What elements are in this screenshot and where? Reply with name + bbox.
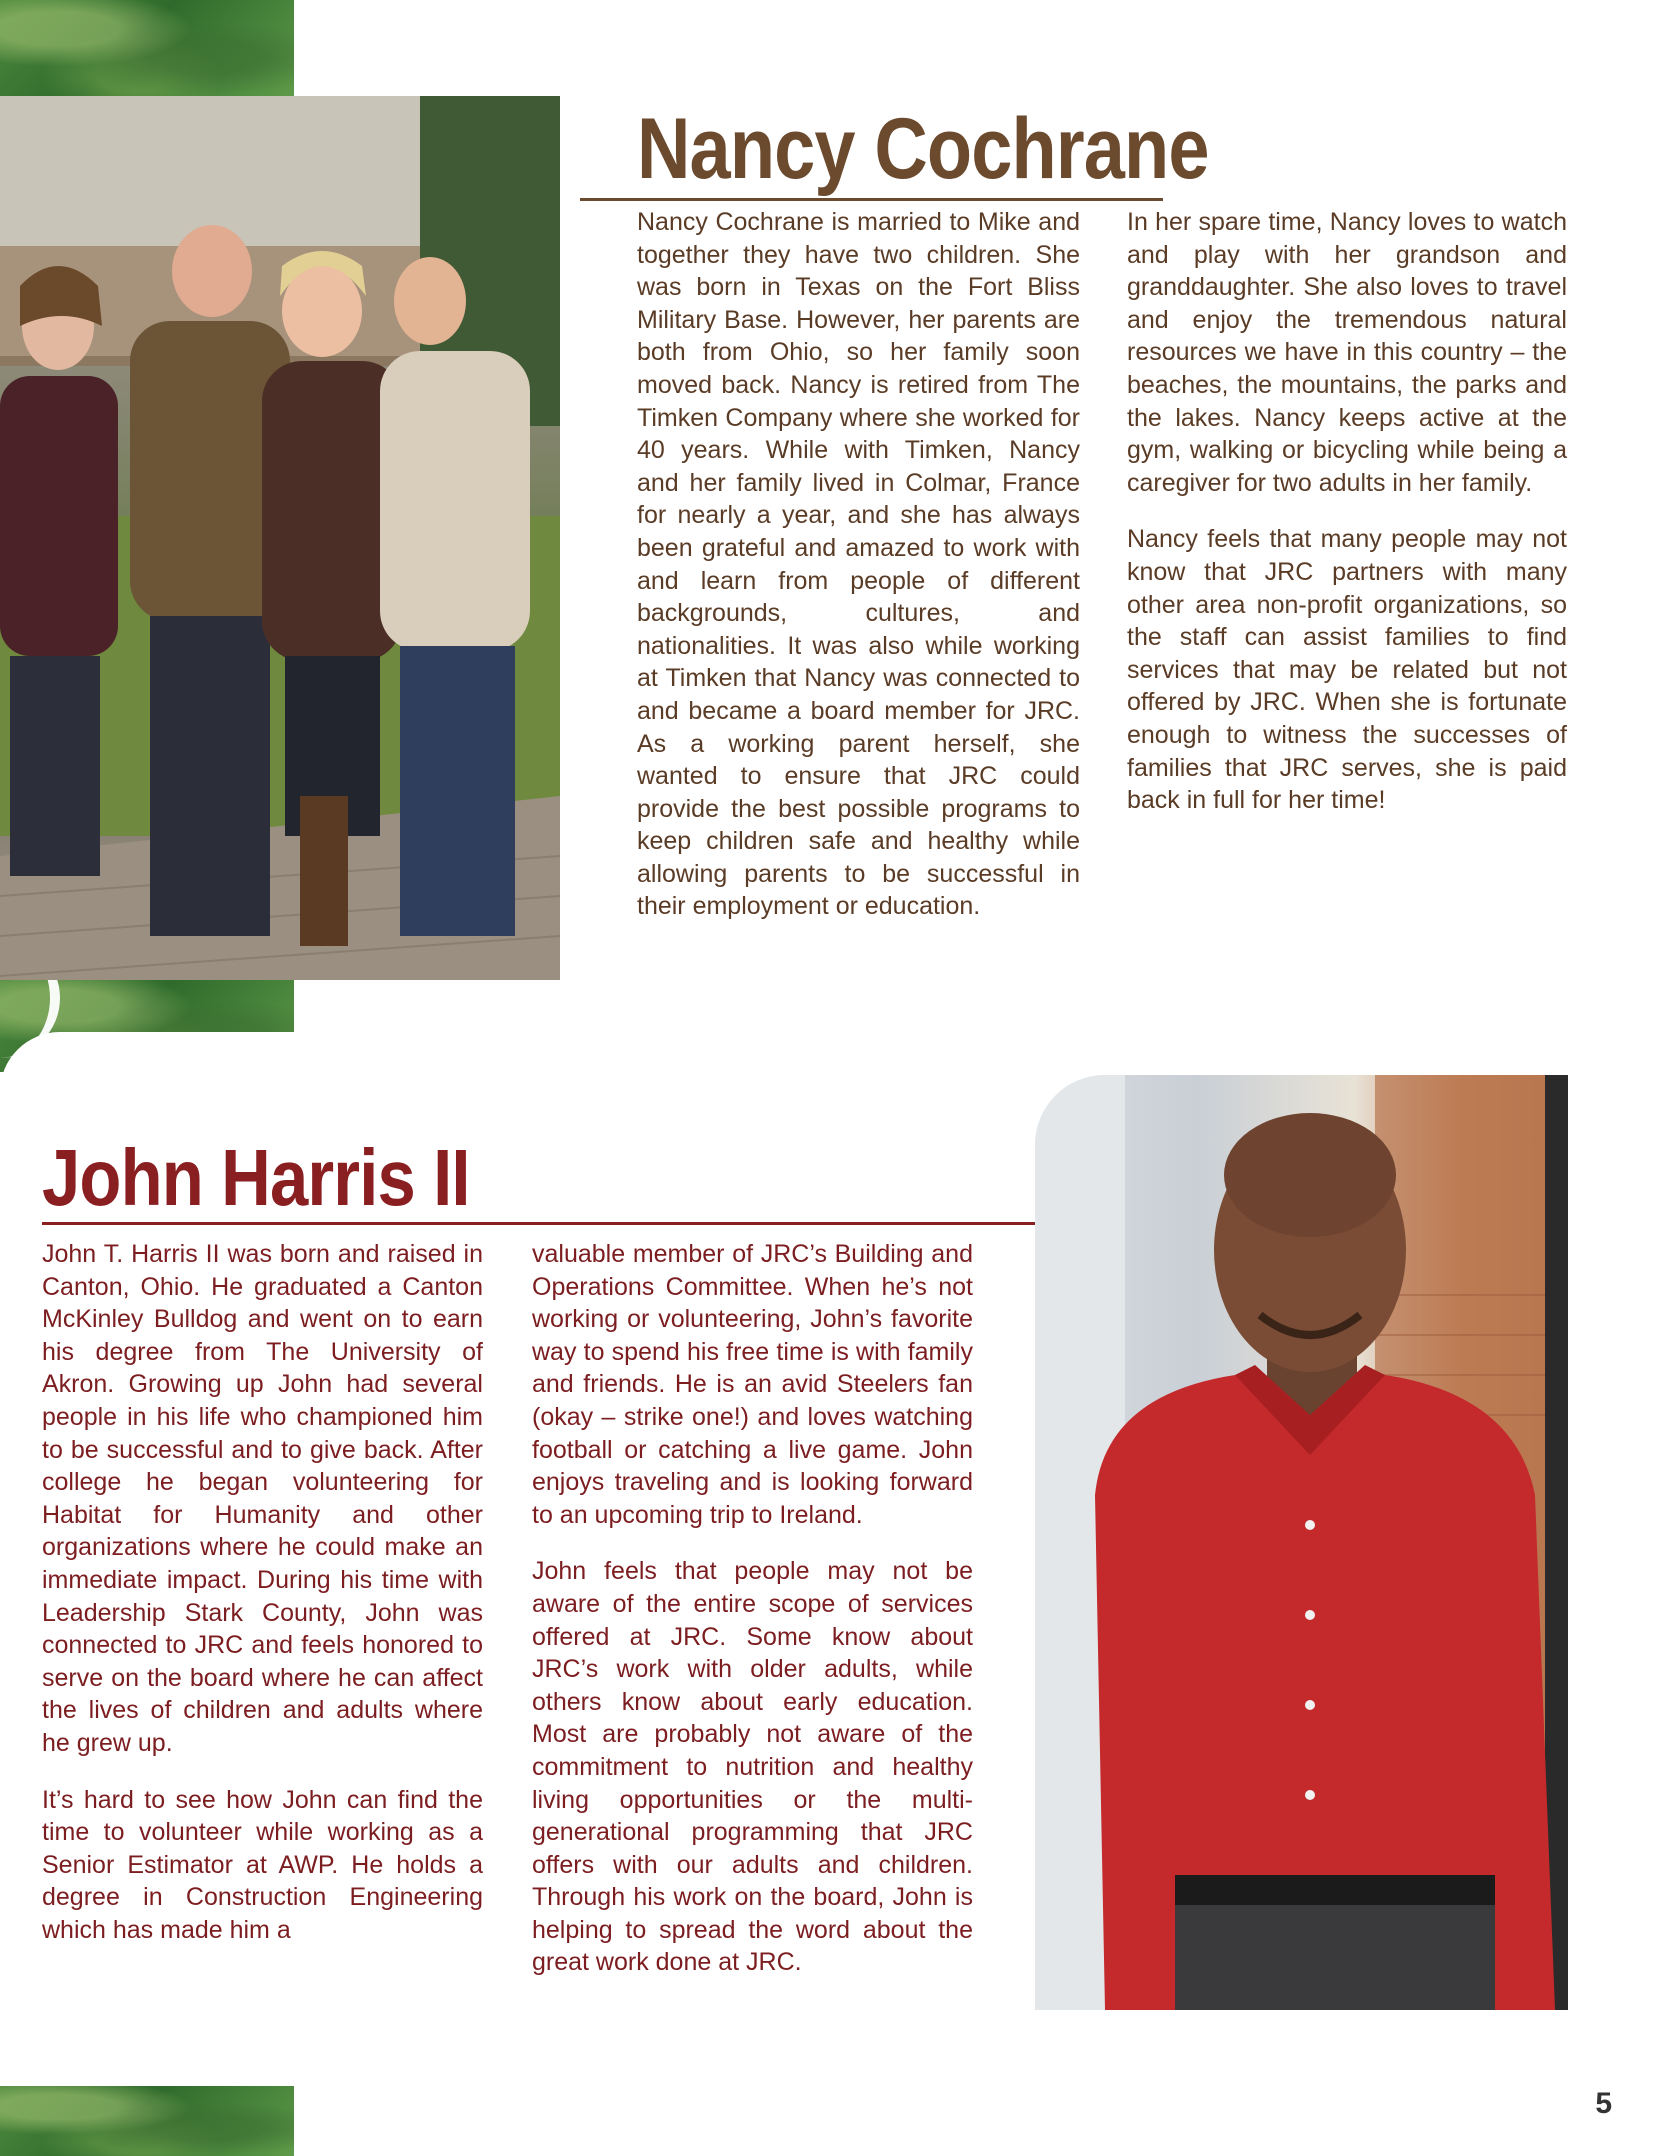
nancy-name-heading: Nancy Cochrane — [637, 101, 1209, 197]
nancy-jrc-paragraph: Nancy feels that many people may not know that JRC partners with many other area non-profit organizations, so the staff can assist families to find services that may be related but not offered by JRC. When she is fortunate enough to witness the successes of families that JRC serves, she is paid back in full for her time! — [1127, 525, 1567, 815]
portrait-illustration — [1035, 1075, 1568, 2010]
john-column-2 — [532, 1238, 973, 2003]
john-hobbies-paragraph: valuable member of JRC’s Building and Operations Committee. When he’s not working or volunteering, John’s favorite way to spend his free time is with family and friends. He is an avid Steelers fan (okay – strike one!) and loves watching football or catching a live game. John enjoys traveling and is looking forward to an upcoming trip to Ireland. — [532, 1240, 973, 1529]
family-photo-illustration — [0, 96, 560, 980]
nancy-family-photo — [0, 96, 560, 980]
john-name-heading: John Harris II — [42, 1133, 470, 1222]
nancy-column-2 — [1127, 206, 1567, 841]
leaf-decoration-top — [0, 0, 294, 96]
nancy-column-1 — [637, 206, 1080, 947]
nancy-bio-paragraph: Nancy Cochrane is married to Mike and together they have two children. She was born in Texas on the Fort Bliss Military Base. However, her parents are both from Ohio, so her family soon moved back. Nancy is retired from The Timken Company where she worked for 40 years. While with Timken, Nancy and her family lived in Colmar, France for nearly a year, and she has always been grateful and amazed to work with and learn from people of different backgrounds, cultures, and nationalities. It was also while working at Timken that Nancy was connected to and became a board member for JRC. As a working parent herself, she wanted to ensure that JRC could provide the best possible programs to keep children safe and healthy while allowing parents to be successful in their employment or education. — [637, 208, 1080, 921]
page-number: 5 — [1595, 2087, 1612, 2120]
john-heading-rule — [42, 1222, 1172, 1225]
john-bio-paragraph: John T. Harris II was born and raised in Canton, Ohio. He graduated a Canton McKinley Bulldog and went on to earn his degree from The University of Akron. Growing up John had several people in his life who championed him to be successful and to give back. After college he began volunteering for Habitat for Humanity and other organizations where he could make an immediate impact. During his time with Leadership Stark County, John was connected to JRC and feels honored to serve on the board where he can affect the lives of children and adults where he grew up. — [42, 1240, 483, 1757]
john-jrc-paragraph: John feels that people may not be aware of the entire scope of services offered at JRC. Some know about JRC’s work with older adults, while others know about early education. Most are probably not aware of the commitment to nutrition and healthy living opportunities or the multi-generational programming that JRC offers with our adults and children. Through his work on the board, John is helping to spread the word about the great work done at JRC. — [532, 1557, 973, 1977]
nancy-heading-rule — [580, 198, 1163, 201]
john-portrait-photo — [1035, 1075, 1568, 2010]
leaf-decoration-bottom — [0, 2086, 294, 2156]
nancy-hobbies-paragraph: In her spare time, Nancy loves to watch and play with her grandson and granddaughter. She also loves to travel and enjoy the tremendous natural resources we have in this country – the beaches, the mountains, the parks and the lakes. Nancy keeps active at the gym, walking or bicycling while being a caregiver for two adults in her family. — [1127, 208, 1567, 497]
page-curve-decoration — [0, 1032, 294, 1112]
john-column-1 — [42, 1238, 483, 1970]
john-work-paragraph: It’s hard to see how John can find the time to volunteer while working as a Senior Estimator at AWP. He holds a degree in Construction Engineering which has made him a — [42, 1785, 483, 1944]
